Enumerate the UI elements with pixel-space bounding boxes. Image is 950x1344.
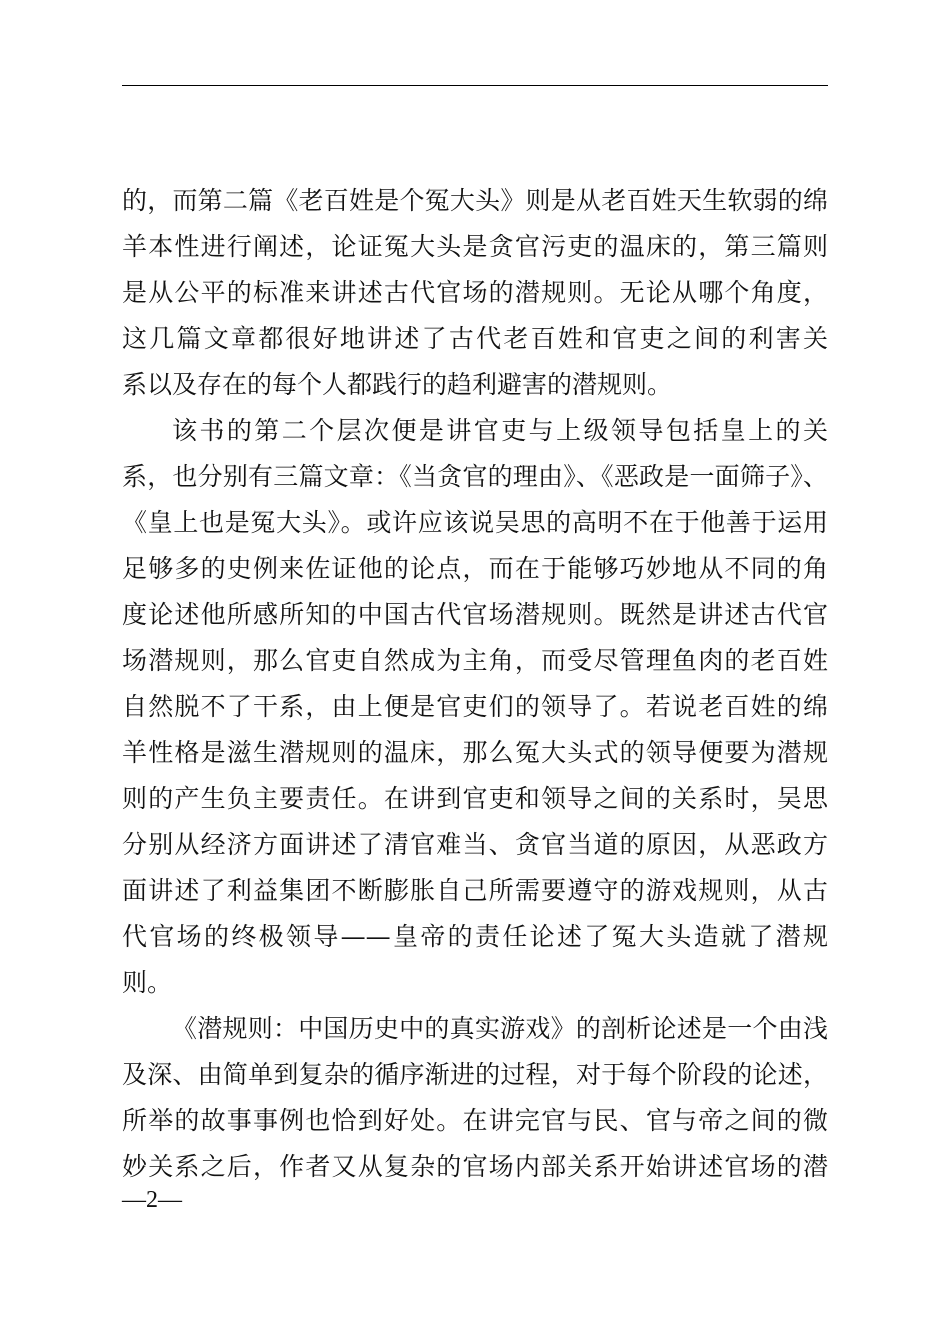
text-line: 所举的故事事例也恰到好处。在讲完官与民、官与帝之间的微 [122,1106,828,1135]
text-line: 自然脱不了干系，由上便是官吏们的领导了。若说老百姓的绵 [122,692,828,721]
header-rule [122,85,828,86]
text-line: 足够多的史例来佐证他的论点，而在于能够巧妙地从不同的角 [122,554,828,583]
text-line: 面讲述了利益集团不断膨胀自己所需要遵守的游戏规则，从古 [122,876,828,905]
text-line: 分别从经济方面讲述了清官难当、贪官当道的原因，从恶政方 [122,830,828,859]
text-line: 及深、由简单到复杂的循序渐进的过程，对于每个阶段的论述， [122,1060,828,1089]
text-line: 这几篇文章都很好地讲述了古代老百姓和官吏之间的利害关 [122,324,828,353]
paragraph-start: 该书的第二个层次便是讲官吏与上级领导包括皇上的关 [172,416,828,445]
text-line: 羊性格是滋生潜规则的温床，那么冤大头式的领导便要为潜规 [122,738,828,767]
text-line: 的，而第二篇《老百姓是个冤大头》则是从老百姓天生软弱的绵 [122,186,828,215]
text-line: 系，也分别有三篇文章：《当贪官的理由》、《恶政是一面筛子》、 [122,462,828,491]
text-line: 代官场的终极领导——皇帝的责任论述了冤大头造就了潜规 [122,922,828,951]
body-text [122,178,828,1190]
text-line: 系以及存在的每个人都践行的趋利避害的潜规则。 [122,370,673,399]
text-line: 《皇上也是冤大头》。或许应该说吴思的高明不在于他善于运用 [122,508,828,537]
text-line: 度论述他所感所知的中国古代官场潜规则。既然是讲述古代官 [122,600,828,629]
page-number: —2— [122,1187,182,1213]
text-line: 则。 [122,968,173,997]
paragraph-start: 《潜规则：中国历史中的真实游戏》的剖析论述是一个由浅 [172,1014,828,1043]
text-line: 则的产生负主要责任。在讲到官吏和领导之间的关系时，吴思 [122,784,828,813]
text-line: 妙关系之后，作者又从复杂的官场内部关系开始讲述官场的潜 [122,1152,828,1181]
text-line: 是从公平的标准来讲述古代官场的潜规则。无论从哪个角度， [122,278,828,307]
text-line: 羊本性进行阐述，论证冤大头是贪官污吏的温床的，第三篇则 [122,232,828,261]
text-line: 场潜规则，那么官吏自然成为主角，而受尽管理鱼肉的老百姓 [122,646,828,675]
